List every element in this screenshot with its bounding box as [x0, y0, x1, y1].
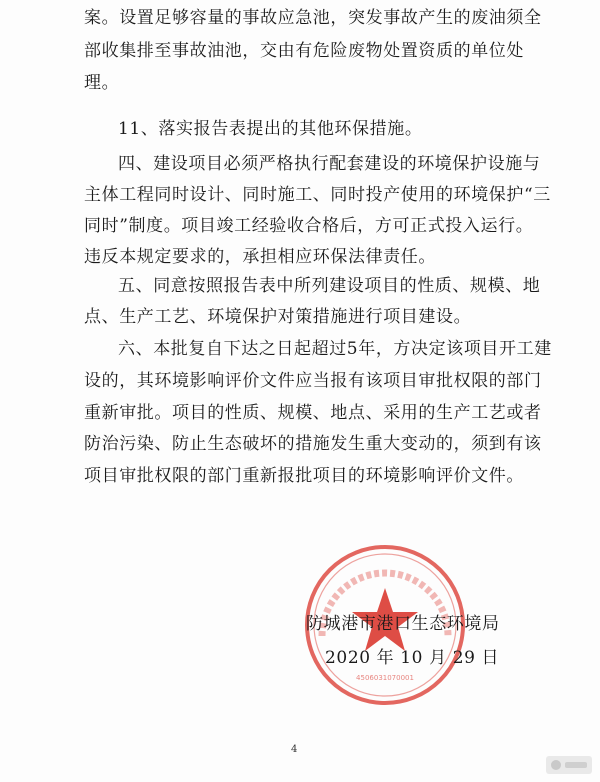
- body-line: 设的，其环境影响评价文件应当报有该项目审批权限的部门: [84, 371, 542, 391]
- body-line: 四、建设项目必须严格执行配套建设的环境保护设施与: [118, 154, 541, 174]
- issuing-authority: 防城港市港口生态环境局: [306, 614, 500, 634]
- body-line: 同时”制度。项目竣工经验收合格后，方可正式投入运行。: [84, 216, 534, 236]
- scanner-watermark-icon: [544, 752, 594, 778]
- body-line: 案。设置足够容量的事故应急池，突发事故产生的废油须全: [84, 8, 542, 28]
- issue-date: 2020 年 10 月 29 日: [325, 648, 500, 668]
- body-line: 六、本批复自下达之日起超过5年，方决定该项目开工建: [118, 339, 552, 359]
- body-line: 防治污染、防止生态破坏的措施发生重大变动的，须到有该: [84, 434, 542, 454]
- body-line: 五、同意按照报告表中所列建设项目的性质、规模、地: [118, 276, 541, 296]
- body-line: 点、生产工艺、环境保护对策措施进行项目建设。: [84, 307, 472, 327]
- seal-code: 4506031070001: [356, 674, 414, 682]
- body-line: 11、落实报告表提出的其他环保措施。: [118, 119, 423, 139]
- body-line: 项目审批权限的部门重新报批项目的环境影响评价文件。: [84, 466, 524, 486]
- page-number: 4: [291, 744, 298, 755]
- body-line: 重新审批。项目的性质、规模、地点、采用的生产工艺或者: [84, 403, 542, 423]
- body-line: 部收集排至事故油池，交由有危险废物处置资质的单位处: [84, 41, 524, 61]
- body-line: 违反本规定要求的，承担相应环保法律责任。: [84, 247, 436, 267]
- body-line: 主体工程同时设计、同时施工、同时投产使用的环境保护“三: [84, 185, 551, 205]
- body-line: 理。: [84, 73, 120, 93]
